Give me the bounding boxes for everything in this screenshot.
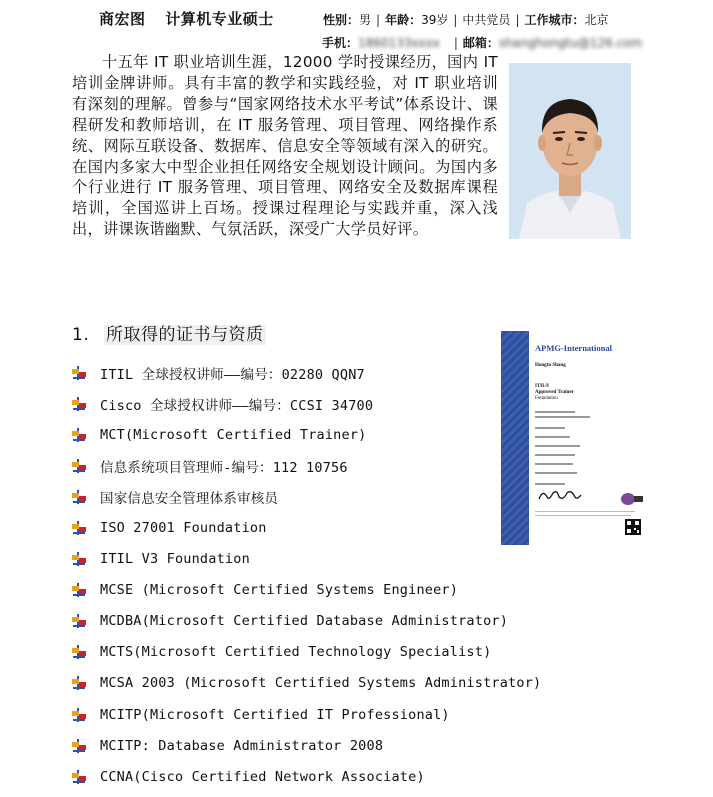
certificate-item <box>72 761 541 792</box>
certificate-text: MCTS(Microsoft Certified Technology Specialist) <box>100 644 492 661</box>
certificate-text-line <box>535 463 573 465</box>
certificate-text: ITIL 全球授权讲师——编号：02280 QQN7 <box>100 366 365 383</box>
signature-image <box>537 487 583 503</box>
certificate-text-line <box>535 483 565 485</box>
certificate-item <box>72 512 541 543</box>
certificate-item <box>72 544 541 575</box>
certificate-text: 信息系统项目管理师-编号：112 10756 <box>100 459 348 476</box>
certificate-text: MCITP: Database Administrator 2008 <box>100 737 384 754</box>
intro-paragraph: 十五年 IT 职业培训生涯，12000 学时授课经历，国内 IT 培训金牌讲师。具有丰富的教学和实践经验，对 IT 职业培训有深刻的理解。曾参与“国家网络技术水平考试”体系设计、课程研发和教师培训，在 IT 服务管理、项目管理、网络操作系统、网际互联设备、数据库、信息安全等领域有深入的研究。在国内多家大中型企业担任网络安全规划设计顾问。为国内多个行业进行 IT 服务管理、项目管理、网络安全及数据库课程培训，全国巡讲上百场。授课过程理论与实践并重，深入浅出，讲课诙谐幽默、气氛活跃，深受广大学员好评。 <box>72 53 498 239</box>
gender-label: 性别： <box>323 13 360 27</box>
certificate-text: MCITP(Microsoft Certified IT Professional) <box>100 706 450 723</box>
age-label: 年龄： <box>385 13 422 27</box>
certificate-text: MCT(Microsoft Certified Trainer) <box>100 426 367 443</box>
certificate-qualification <box>535 384 574 402</box>
profile-photo <box>509 63 631 239</box>
email-value: shanghongtu@126.com <box>498 36 643 50</box>
party-value: 中共党员 <box>462 13 511 27</box>
certificate-text-line <box>535 436 570 438</box>
certificate-itil: ITIL® <box>535 384 550 389</box>
section-heading: 所取得的证书与资质 <box>106 325 264 345</box>
qr-code-icon <box>625 519 641 535</box>
certificate-item <box>72 481 541 512</box>
certificate-text: MCSE (Microsoft Certified Systems Engineer) <box>100 582 459 599</box>
certificate-item <box>72 637 541 668</box>
bullet-icon <box>72 521 86 535</box>
bullet-icon <box>72 676 86 690</box>
age-value: 39岁 <box>421 13 449 27</box>
bullet-icon <box>72 428 86 442</box>
itil-logo-icon <box>620 491 644 507</box>
separator: | <box>453 13 458 27</box>
certificate-text-line <box>535 411 575 413</box>
basic-info-line <box>323 11 609 28</box>
certificate-fine-print <box>535 515 631 516</box>
certificate-text: CCNA(Cisco Certified Network Associate) <box>100 768 425 785</box>
certificate-text: ITIL V3 Foundation <box>100 551 250 568</box>
bullet-icon <box>72 490 86 504</box>
gender-value: 男 <box>359 13 372 27</box>
separator: | <box>376 13 381 27</box>
certificate-level: Foundation <box>535 396 558 401</box>
certificate-holder: Hongtu Shang <box>535 363 566 368</box>
contact-info-line <box>322 34 642 51</box>
certificate-item <box>72 730 541 761</box>
certificate-text-line <box>535 416 590 418</box>
certificate-list <box>72 357 541 792</box>
person-name: 商宏图 <box>99 10 146 28</box>
section-title-certificates <box>72 320 266 345</box>
certificate-item <box>72 699 541 730</box>
separator: | <box>515 13 520 27</box>
bullet-icon <box>72 552 86 566</box>
certificate-image <box>501 331 649 545</box>
bullet-icon <box>72 397 86 411</box>
certificate-item <box>72 419 541 450</box>
bullet-icon <box>72 583 86 597</box>
separator: | <box>453 36 458 50</box>
bullet-icon <box>72 614 86 628</box>
city-label: 工作城市： <box>524 13 585 27</box>
certificate-item <box>72 606 541 637</box>
certificate-text-line <box>535 454 575 456</box>
bullet-icon <box>72 739 86 753</box>
email-label: 邮箱： <box>462 36 499 50</box>
certificate-border-strip <box>501 331 529 545</box>
certificate-item <box>72 450 541 481</box>
certificate-item <box>72 668 541 699</box>
portrait-image <box>509 63 631 239</box>
certificate-text: MCDBA(Microsoft Certified Database Administrator) <box>100 613 509 630</box>
bullet-icon <box>72 459 86 473</box>
phone-label: 手机： <box>322 36 359 50</box>
certificate-text-line <box>535 427 565 429</box>
certificate-text-line <box>535 472 577 474</box>
certificate-text-line <box>535 445 580 447</box>
certificate-text: ISO 27001 Foundation <box>100 520 267 537</box>
bullet-icon <box>72 770 86 784</box>
certificate-item <box>72 575 541 606</box>
section-number: 1. <box>72 325 90 345</box>
certificate-text: MCSA 2003 (Microsoft Certified Systems Administrator) <box>100 675 542 692</box>
certificate-fine-print <box>535 511 635 512</box>
certificate-item <box>72 388 541 419</box>
bullet-icon <box>72 708 86 722</box>
certificate-role: Approved Trainer <box>535 390 574 395</box>
certificate-brand: APMG-International <box>535 343 612 353</box>
bullet-icon <box>72 366 86 380</box>
bullet-icon <box>72 645 86 659</box>
certificate-text: 国家信息安全管理体系审核员 <box>100 490 279 507</box>
city-value: 北京 <box>584 13 609 27</box>
resume-header <box>99 8 288 29</box>
certificate-item <box>72 357 541 388</box>
person-title: 计算机专业硕士 <box>165 10 274 28</box>
certificate-text: Cisco 全球授权讲师——编号：CCSI 34700 <box>100 397 374 414</box>
phone-value: 1860133xxxx <box>358 36 440 50</box>
